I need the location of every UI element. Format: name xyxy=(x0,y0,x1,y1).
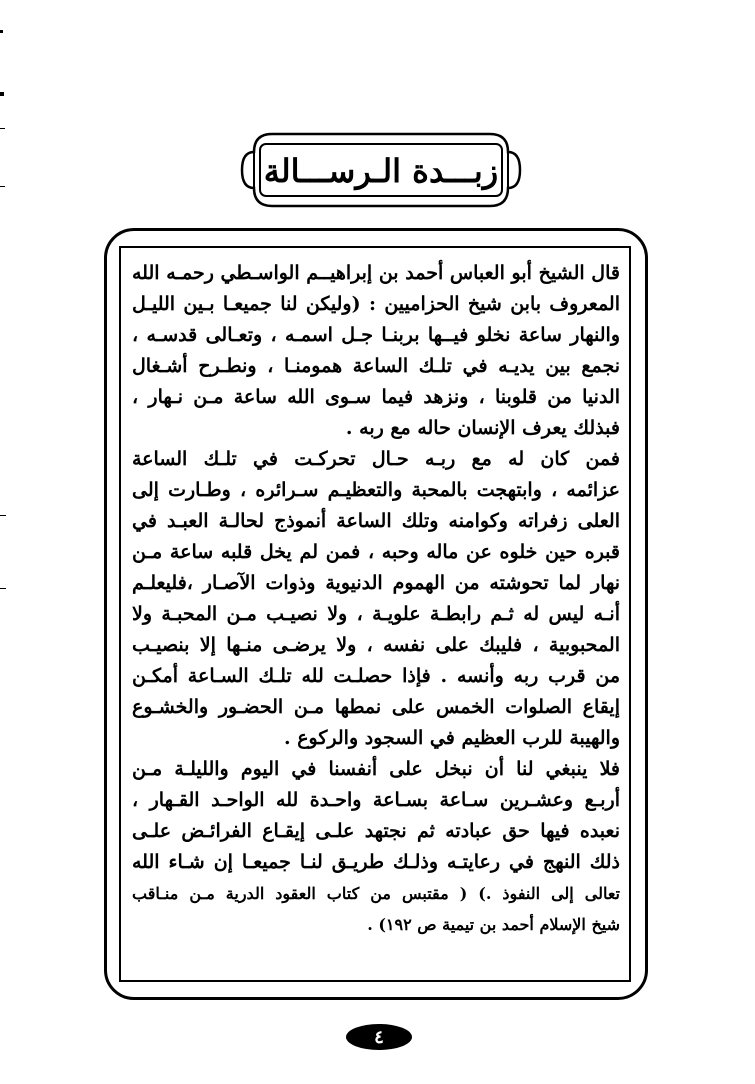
scan-mark xyxy=(0,588,6,589)
text-line: فمن كان له مع ربـه حـال تحركـت في تلـك الساعة xyxy=(132,448,620,470)
text-line: أنـه ليس له ثـم رابطـة علويـة ، ولا نصيـب مـن المحبـة ولا xyxy=(132,603,620,625)
text-line: الدنيا من قلوبنا ، ونزهد فيما سـوى الله ساعة مـن نـهار ، xyxy=(132,386,620,408)
text-line: نعبده فيها حق عبادته ثم نجتهد علـى إيقـاع الفرائـض علـى xyxy=(132,820,620,842)
text-line: المعروف بابن شيخ الحزاميين : (وليكن لنا جميعـا بـين الليـل xyxy=(132,293,620,315)
scan-mark xyxy=(0,30,3,33)
text-line: فبذلك يعرف الإنسان حاله مع ربه . xyxy=(345,417,620,439)
text-line: والنهار ساعة نخلو فيــها بربنـا جـل اسمـه ، وتعـالى قدسـه ، xyxy=(132,324,620,346)
text-line: تعالى إلى النفوذ .) ( مقتبس من كتاب العقود الدرية مـن منـاقب xyxy=(132,884,620,903)
scan-mark xyxy=(0,515,6,516)
page-number: ٤ xyxy=(346,1024,412,1050)
text-line: من قرب ربه وأنسه . فإذا حصلـت لله تلـك السـاعة أمكـن xyxy=(132,665,620,687)
text-line: فلا ينبغي لنا أن نبخل على أنفسنا في اليوم والليلـة مـن xyxy=(132,758,620,780)
text-line: قال الشيخ أبو العباس أحمد بن إبراهيــم الواسـطي رحمـه الله xyxy=(132,262,620,284)
scan-mark xyxy=(0,186,5,187)
text-line: قبره حين خلوه عن ماله وحبه ، فمن لم يخل قلبه ساعة مـن xyxy=(132,541,620,563)
text-line: شيخ الإسلام أحمد بن تيمية ص ١٩٢) . xyxy=(367,915,620,934)
text-line: أربـع وعشـرين سـاعة بسـاعة واحـدة لله الواحـد القـهار ، xyxy=(132,789,620,811)
text-line: ذلك النهج في رعايتـه وذلـك طريـق لنـا جميعـا إن شـاء الله xyxy=(132,851,620,873)
text-line: عزائمه ، وابتهجت بالمحبة والتعظيـم سـرائره ، وطـارت إلى xyxy=(132,479,620,501)
body-text xyxy=(132,258,620,940)
text-line: والهيبة للرب العظيم في السجود والركوع . xyxy=(283,727,620,749)
text-line: إيقاع الصلوات الخمس على نمطها مـن الحضـور والخشـوع xyxy=(132,696,620,718)
scan-mark xyxy=(0,92,4,96)
text-line: العلى زفراته وكوامنه وتلك الساعة أنموذج لحالـة العبـد في xyxy=(132,510,620,532)
text-line: نهار لما تحوشته من الهموم الدنيوية وذوات الآصـار ،فليعلـم xyxy=(132,572,620,594)
page-title: زبـــدة الـرســـالة xyxy=(263,152,499,190)
scan-mark xyxy=(0,128,5,129)
title-banner xyxy=(238,130,524,210)
text-line: نجمع بين يديـه في تلـك الساعة همومنـا ، ونطـرح أشـغال xyxy=(132,355,620,377)
text-line: المحبوبية ، فليبك على نفسه ، ولا يرضـى منـها إلا بنصيـب xyxy=(132,634,620,656)
